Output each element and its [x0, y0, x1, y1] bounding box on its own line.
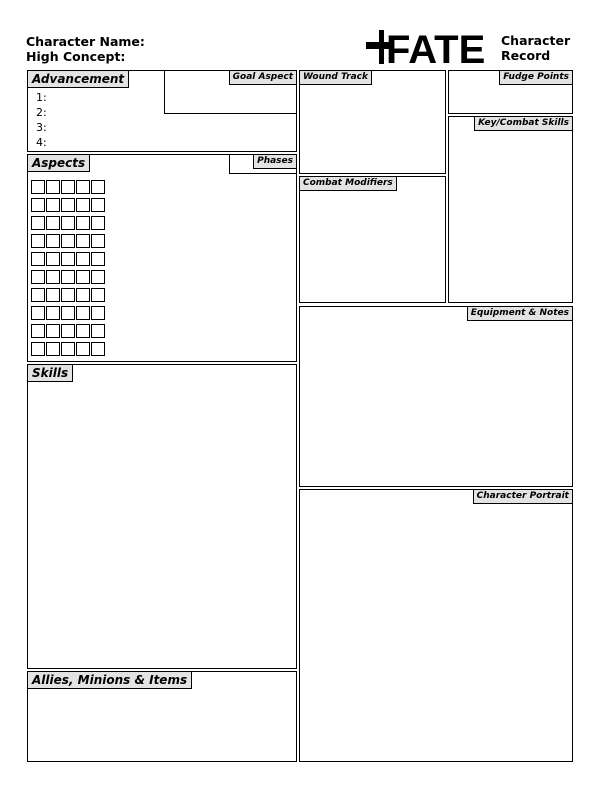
aspect-checkbox[interactable]: [46, 198, 60, 212]
combat-modifiers-box: [299, 176, 446, 303]
aspect-checkbox[interactable]: [76, 342, 90, 356]
aspect-checkbox[interactable]: [91, 234, 105, 248]
aspect-row: [31, 234, 106, 252]
aspect-checkbox[interactable]: [46, 270, 60, 284]
aspect-checkbox[interactable]: [76, 216, 90, 230]
advancement-title: Advancement: [27, 70, 129, 88]
skills-title: Skills: [27, 364, 73, 382]
skills-box: [27, 364, 297, 669]
phases-box: [229, 154, 297, 174]
aspect-checkbox[interactable]: [31, 270, 45, 284]
character-portrait-box: [299, 489, 573, 762]
goal-aspect-title: Goal Aspect: [229, 70, 297, 85]
aspect-checkbox[interactable]: [61, 342, 75, 356]
key-combat-skills-title: Key/Combat Skills: [474, 116, 573, 131]
aspect-checkbox-grid: [31, 180, 106, 360]
advancement-line-2: 2:: [36, 106, 47, 119]
advancement-line-3: 3:: [36, 121, 47, 134]
aspect-checkbox[interactable]: [76, 288, 90, 302]
wound-track-title: Wound Track: [299, 70, 372, 85]
aspect-checkbox[interactable]: [91, 288, 105, 302]
aspect-row: [31, 324, 106, 342]
record-title-line1: Character: [501, 33, 571, 48]
aspect-row: [31, 252, 106, 270]
combat-modifiers-title: Combat Modifiers: [299, 176, 397, 191]
high-concept-label: High Concept:: [26, 49, 126, 64]
aspect-checkbox[interactable]: [31, 234, 45, 248]
goal-aspect-box: [164, 70, 297, 114]
aspect-checkbox[interactable]: [61, 198, 75, 212]
aspect-checkbox[interactable]: [61, 180, 75, 194]
aspect-checkbox[interactable]: [91, 324, 105, 338]
aspect-checkbox[interactable]: [91, 216, 105, 230]
aspect-checkbox[interactable]: [31, 288, 45, 302]
aspect-checkbox[interactable]: [61, 252, 75, 266]
aspect-checkbox[interactable]: [31, 324, 45, 338]
phases-title: Phases: [253, 154, 297, 169]
aspect-checkbox[interactable]: [46, 180, 60, 194]
aspect-checkbox[interactable]: [91, 252, 105, 266]
aspect-checkbox[interactable]: [46, 252, 60, 266]
aspect-checkbox[interactable]: [46, 324, 60, 338]
aspect-checkbox[interactable]: [76, 180, 90, 194]
aspect-checkbox[interactable]: [31, 342, 45, 356]
aspect-checkbox[interactable]: [76, 234, 90, 248]
aspect-checkbox[interactable]: [61, 288, 75, 302]
aspect-checkbox[interactable]: [61, 216, 75, 230]
aspect-checkbox[interactable]: [61, 270, 75, 284]
aspect-checkbox[interactable]: [91, 342, 105, 356]
allies-minions-items-title: Allies, Minions & Items: [27, 671, 192, 689]
logo-text: FATE: [386, 30, 486, 64]
aspect-checkbox[interactable]: [61, 306, 75, 320]
fudge-points-box: [448, 70, 573, 114]
advancement-line-1: 1:: [36, 91, 47, 104]
wound-track-box: [299, 70, 446, 174]
aspect-checkbox[interactable]: [61, 234, 75, 248]
aspect-checkbox[interactable]: [76, 270, 90, 284]
character-record-title: [501, 33, 570, 63]
fate-logo: [366, 30, 494, 64]
aspect-checkbox[interactable]: [46, 216, 60, 230]
aspect-checkbox[interactable]: [46, 234, 60, 248]
advancement-line-4: 4:: [36, 136, 47, 149]
aspect-checkbox[interactable]: [91, 306, 105, 320]
aspect-checkbox[interactable]: [31, 180, 45, 194]
aspect-checkbox[interactable]: [31, 198, 45, 212]
key-combat-skills-box: [448, 116, 573, 303]
advancement-lines: [36, 90, 47, 150]
allies-minions-items-box: [27, 671, 297, 762]
aspect-checkbox[interactable]: [61, 324, 75, 338]
aspect-checkbox[interactable]: [31, 252, 45, 266]
equipment-notes-box: [299, 306, 573, 487]
aspect-checkbox[interactable]: [46, 306, 60, 320]
equipment-notes-title: Equipment & Notes: [467, 306, 573, 321]
aspect-checkbox[interactable]: [76, 252, 90, 266]
aspects-box: [27, 154, 297, 362]
aspect-row: [31, 180, 106, 198]
aspect-checkbox[interactable]: [46, 288, 60, 302]
aspect-checkbox[interactable]: [91, 198, 105, 212]
fudge-points-title: Fudge Points: [499, 70, 573, 85]
aspect-checkbox[interactable]: [31, 216, 45, 230]
aspect-checkbox[interactable]: [76, 306, 90, 320]
character-portrait-title: Character Portrait: [473, 489, 573, 504]
record-title-line2: Record: [501, 48, 551, 63]
aspect-checkbox[interactable]: [76, 198, 90, 212]
aspect-row: [31, 288, 106, 306]
aspect-row: [31, 270, 106, 288]
aspect-checkbox[interactable]: [91, 270, 105, 284]
aspect-checkbox[interactable]: [31, 306, 45, 320]
aspect-row: [31, 342, 106, 360]
character-name-label: Character Name:: [26, 34, 145, 49]
aspects-title: Aspects: [27, 154, 90, 172]
aspect-checkbox[interactable]: [91, 180, 105, 194]
aspect-checkbox[interactable]: [46, 342, 60, 356]
aspect-checkbox[interactable]: [76, 324, 90, 338]
aspect-row: [31, 306, 106, 324]
aspect-row: [31, 198, 106, 216]
aspect-row: [31, 216, 106, 234]
